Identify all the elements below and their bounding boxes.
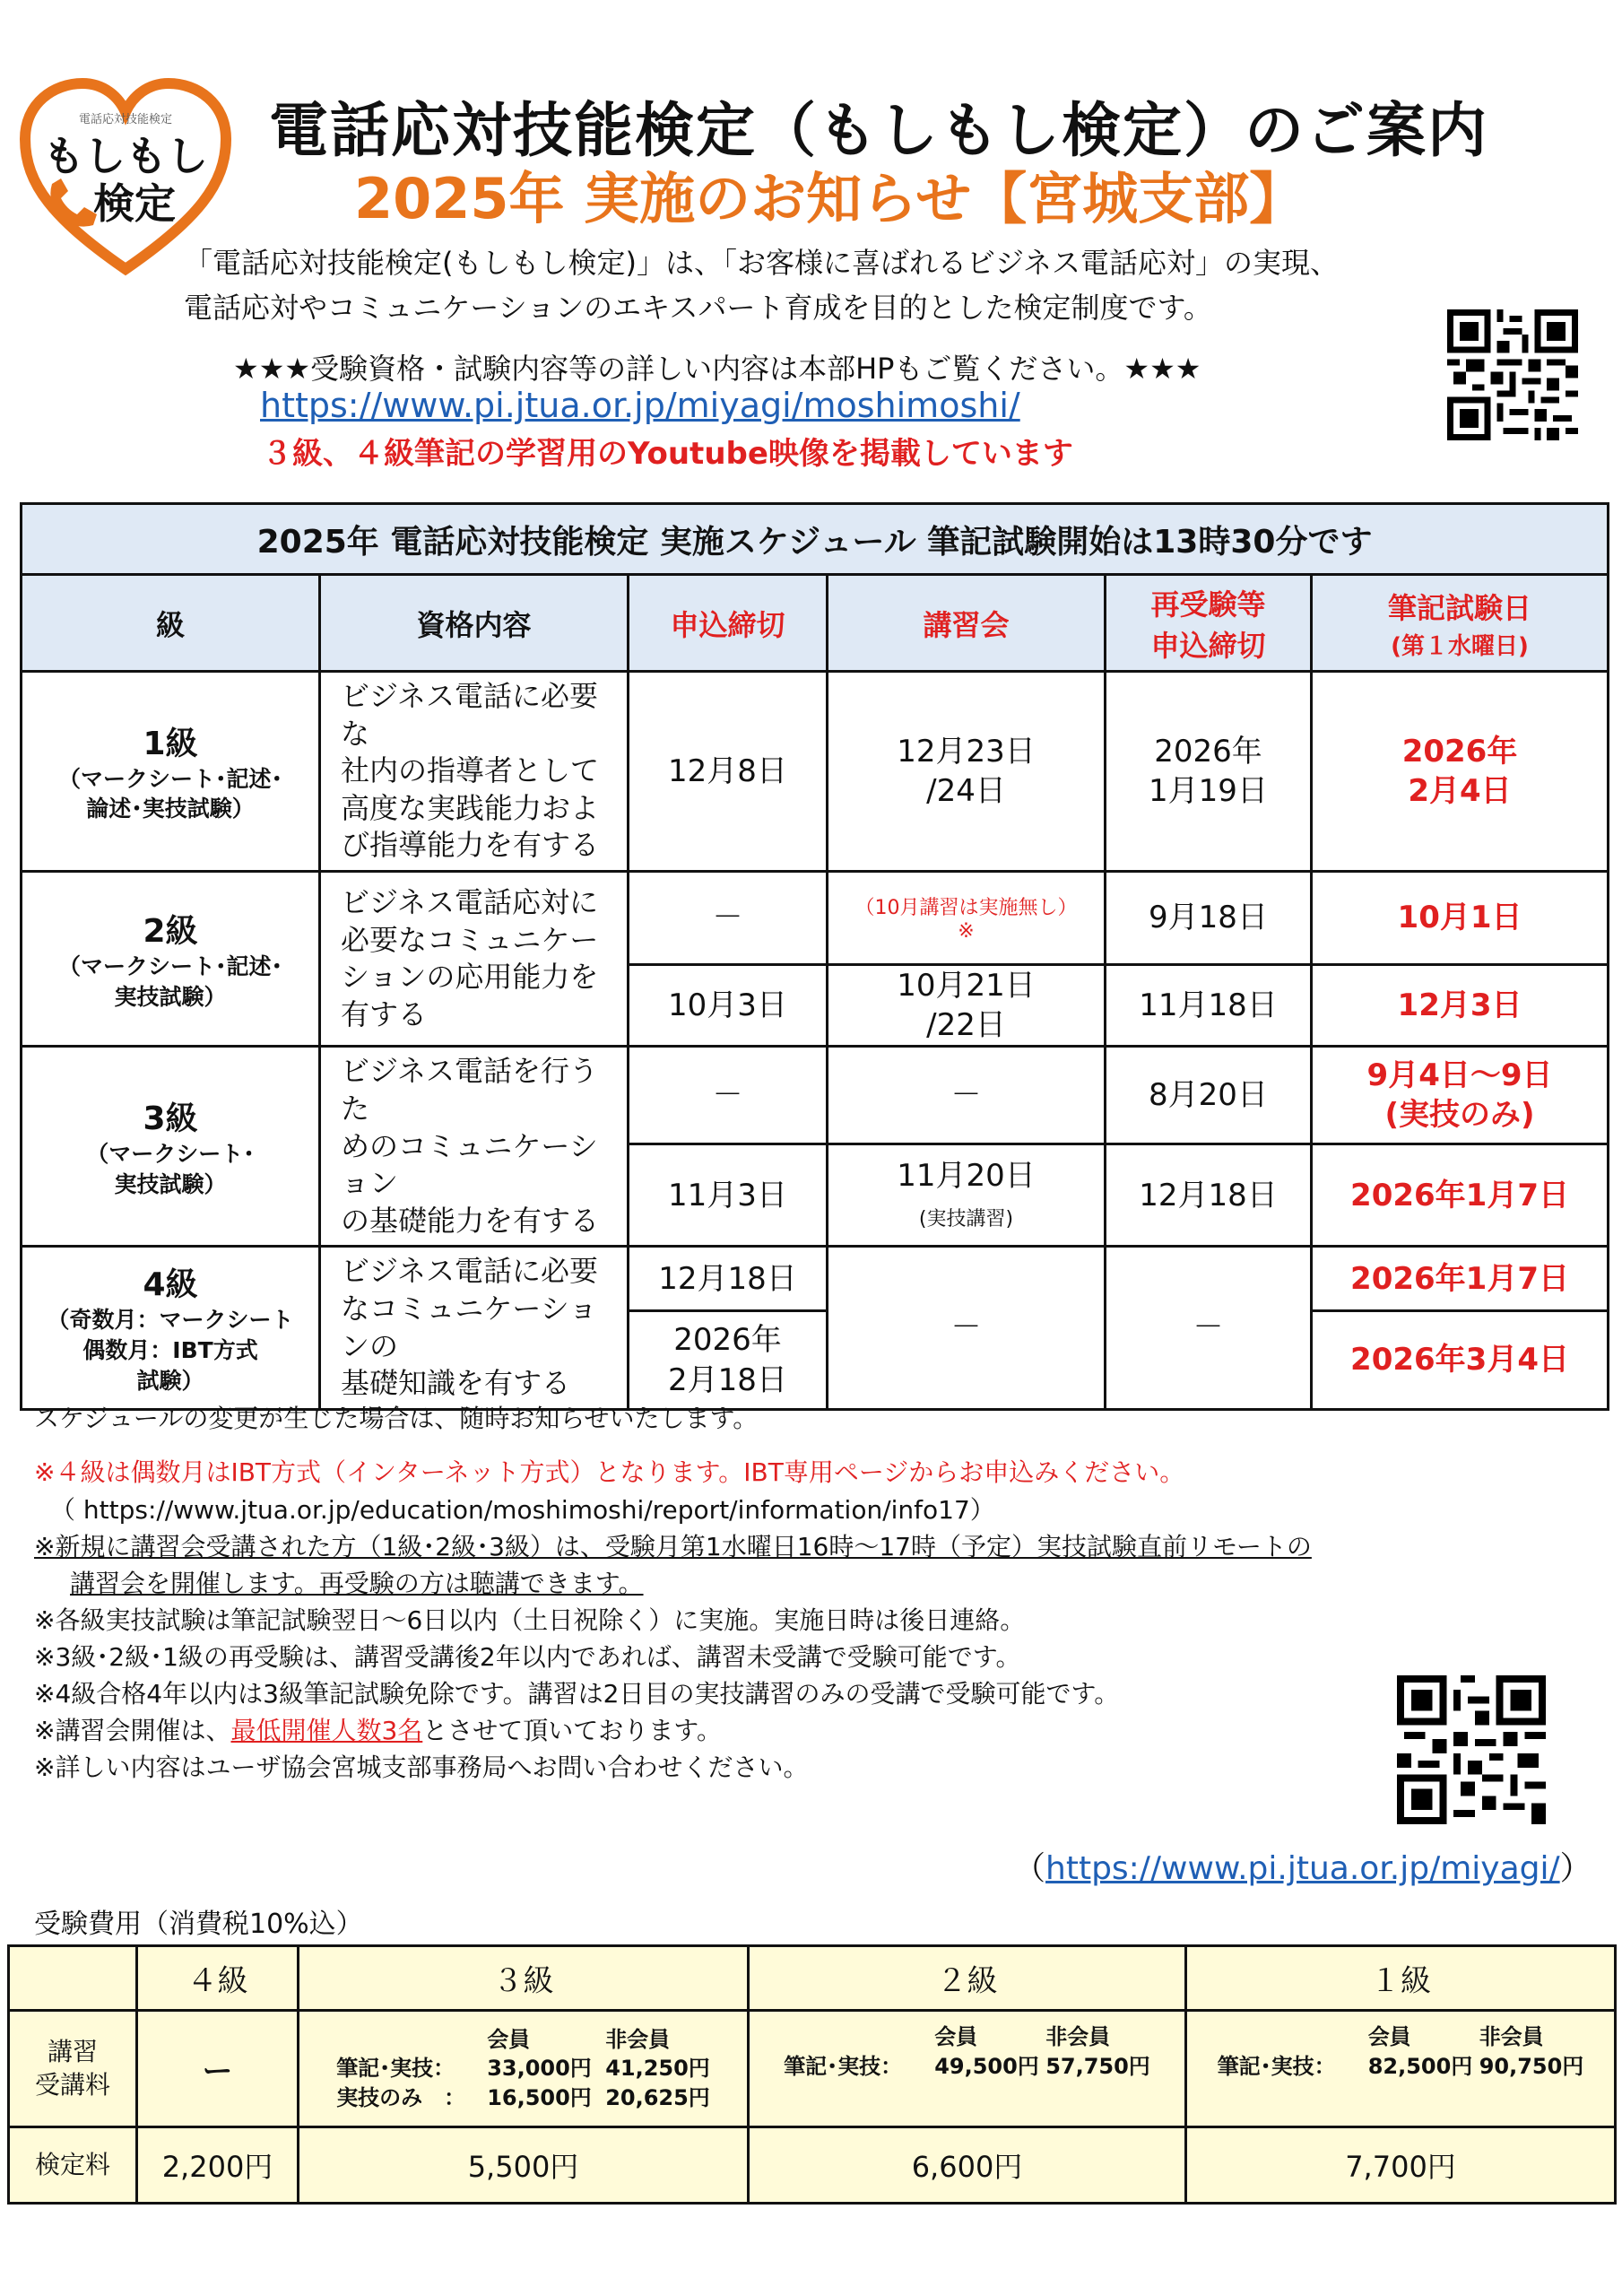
grade-2-cell: 2級 （マークシート･記述･ 実技試験） xyxy=(22,871,320,1046)
grade-4-cell: 4級 （奇数月：マークシート 偶数月：IBT方式 試験） xyxy=(22,1247,320,1409)
note-ibt: ※４級は偶数月はIBT方式（インターネット方式）となります。IBT専用ページからお申込みください。 xyxy=(34,1457,1185,1487)
col-retake: 再受験等 申込締切 xyxy=(1106,575,1312,672)
grade-1-exam: 2026年 2月4日 xyxy=(1312,672,1609,872)
stars-note: ★★★受験資格・試験内容等の詳しい内容は本部HPもご覧ください。★★★ xyxy=(233,352,1201,386)
grade-3-cell: 3級 （マークシート･ 実技試験） xyxy=(22,1047,320,1247)
grade-3-exam-1: 9月4日～9日 (実技のみ) xyxy=(1312,1047,1609,1144)
grade-2-qualification: ビジネス電話応対に 必要なコミュニケー ションの応用能力を 有する xyxy=(320,871,629,1046)
fees-g4-lecture: ー xyxy=(137,2011,299,2127)
grade-2-retake-1: 9月18日 xyxy=(1106,871,1312,964)
note-practical: ※各級実技試験は筆記試験翌日～6日以内（土日祝除く）に実施。実施日時は後日連絡。 xyxy=(34,1605,1026,1635)
qr-code-icon[interactable] xyxy=(1447,309,1578,440)
grade-3-retake-2: 12月18日 xyxy=(1106,1144,1312,1247)
fees-title: 受験費用（消費税10%込） xyxy=(34,1909,363,1940)
row-grade-1 xyxy=(22,672,1609,872)
fees-exam-row xyxy=(9,2127,1616,2204)
page-title: 電話応対技能検定（もしもし検定）のご案内 xyxy=(269,96,1488,165)
logo-line1: もしもし xyxy=(43,132,208,180)
grade-3-deadline-1: － xyxy=(629,1047,828,1144)
fees-header-g3: ３級 xyxy=(299,1946,749,2011)
schedule-table xyxy=(20,502,1609,1411)
page-subtitle: 2025年 実施のお知らせ【宮城支部】 xyxy=(354,166,1305,231)
grade-2-retake-2: 11月18日 xyxy=(1106,964,1312,1046)
grade-3-lecture-2: 11月20日 (実技講習) xyxy=(828,1144,1106,1247)
fees-g3-exam: 5,500円 xyxy=(299,2127,749,2204)
hp-link[interactable]: https://www.pi.jtua.or.jp/miyagi/moshimoshi/ xyxy=(260,386,1020,425)
fees-g4-exam: 2,200円 xyxy=(137,2127,299,2204)
note-change: スケジュールの変更が生じた場合は、随時お知らせいたします。 xyxy=(34,1404,759,1433)
youtube-note: ３級、４級筆記の学習用のYoutube映像を掲載しています xyxy=(262,436,1073,472)
grade-2-deadline-2: 10月3日 xyxy=(629,964,828,1046)
branch-link[interactable]: https://www.pi.jtua.or.jp/miyagi/ xyxy=(1045,1850,1560,1887)
note-min-participants: ※講習会開催は、最低開催人数3名とさせて頂いております。 xyxy=(34,1716,723,1745)
note-remote-1: ※新規に講習会受講された方（1級･2級･3級）は、受験月第1水曜日16時～17時（予定）実技試験直前リモートの xyxy=(34,1532,1312,1561)
grade-2-lecture-1: （10月講習は実施無し） ※ xyxy=(828,871,1106,964)
fees-lecture-row xyxy=(9,2011,1616,2127)
grade-2-lecture-2: 10月21日 /22日 xyxy=(828,964,1106,1046)
row-grade-4a xyxy=(22,1247,1609,1311)
grade-1-qualification: ビジネス電話に必要な 社内の指導者として 高度な実践能力およ び指導能力を有する xyxy=(320,672,629,872)
col-exam-date: 筆記試験日 (第１水曜日) xyxy=(1312,575,1609,672)
logo-small-text: 電話応対技能検定 xyxy=(78,113,173,126)
grade-2-exam-1: 10月1日 xyxy=(1312,871,1609,964)
branch-url: （https://www.pi.jtua.or.jp/miyagi/） xyxy=(1013,1850,1592,1887)
branch-qr-code-icon[interactable] xyxy=(1397,1675,1546,1824)
fees-header-g1: １級 xyxy=(1186,1946,1616,2011)
col-grade: 級 xyxy=(22,575,320,672)
fees-g2-exam: 6,600円 xyxy=(749,2127,1186,2204)
col-qualification: 資格内容 xyxy=(320,575,629,672)
grade-1-cell: 1級 （マークシート･記述･ 論述･実技試験） xyxy=(22,672,320,872)
row-grade-2a xyxy=(22,871,1609,964)
logo-line2: 検定 xyxy=(93,179,176,228)
intro-line-1: 「電話応対技能検定(もしもし検定)」は、「お客様に喜ばれるビジネス電話応対」の実現、 xyxy=(184,246,1340,280)
grade-4-qualification: ビジネス電話に必要 なコミュニケーションの 基礎知識を有する xyxy=(320,1247,629,1409)
fees-header-row xyxy=(9,1946,1616,2011)
grade-3-exam-2: 2026年1月7日 xyxy=(1312,1144,1609,1247)
fees-header-g2: ２級 xyxy=(749,1946,1186,2011)
fees-g2-lecture: 会員 非会員 筆記･実技： 49,500円 57,750円 xyxy=(749,2011,1186,2127)
note-ibt-url[interactable]: （ https://www.jtua.or.jp/education/moshimoshi/report/information/info17） xyxy=(50,1495,995,1525)
note-retake: ※3級･2級･1級の再受験は、講習受講後2年以内であれば、講習未受講で受験可能です。 xyxy=(34,1642,1021,1672)
schedule-caption: 2025年 電話応対技能検定 実施スケジュール 筆記試験開始は13時30分です xyxy=(22,504,1609,575)
grade-2-deadline-1: － xyxy=(629,871,828,964)
grade-3-retake-1: 8月20日 xyxy=(1106,1047,1312,1144)
col-lecture: 講習会 xyxy=(828,575,1106,672)
fees-exam-label: 検定料 xyxy=(9,2127,137,2204)
grade-4-lecture: － xyxy=(828,1247,1106,1409)
note-remote-2: 講習会を開催します。再受験の方は聴講できます。 xyxy=(70,1569,644,1598)
fees-table xyxy=(7,1944,1617,2205)
min-participants-highlight: 最低開催人数3名 xyxy=(230,1716,423,1745)
note-contact: ※詳しい内容はユーザ協会宮城支部事務局へお問い合わせください。 xyxy=(34,1752,809,1782)
grade-1-retake: 2026年 1月19日 xyxy=(1106,672,1312,872)
col-deadline: 申込締切 xyxy=(629,575,828,672)
grade-4-exam-1: 2026年1月7日 xyxy=(1312,1247,1609,1311)
row-grade-3a xyxy=(22,1047,1609,1144)
fees-header-g4: ４級 xyxy=(137,1946,299,2011)
fees-g3-lecture: 会員 非会員 筆記･実技： 33,000円 41,250円 実技のみ ： 16,500円 20,625円 xyxy=(299,2011,749,2127)
fees-header-blank xyxy=(9,1946,137,2011)
grade-1-lecture: 12月23日 /24日 xyxy=(828,672,1106,872)
grade-4-retake: － xyxy=(1106,1247,1312,1409)
grade-3-qualification: ビジネス電話を行うた めのコミュニケーション の基礎能力を有する xyxy=(320,1047,629,1247)
grade-3-deadline-2: 11月3日 xyxy=(629,1144,828,1247)
fees-lecture-label: 講習 受講料 xyxy=(9,2011,137,2127)
note-grade4: ※4級合格4年以内は3級筆記試験免除です。講習は2日目の実技講習のみの受講で受験可能です。 xyxy=(34,1679,1120,1709)
grade-4-exam-2: 2026年3月4日 xyxy=(1312,1311,1609,1409)
grade-4-deadline-1: 12月18日 xyxy=(629,1247,828,1311)
grade-4-deadline-2: 2026年 2月18日 xyxy=(629,1311,828,1409)
grade-3-lecture-1: － xyxy=(828,1047,1106,1144)
intro-line-2: 電話応対やコミュニケーションのエキスパート育成を目的とした検定制度です。 xyxy=(184,291,1212,325)
grade-1-deadline: 12月8日 xyxy=(629,672,828,872)
grade-2-exam-2: 12月3日 xyxy=(1312,964,1609,1046)
fees-g1-exam: 7,700円 xyxy=(1186,2127,1616,2204)
fees-g1-lecture: 会員 非会員 筆記･実技： 82,500円 90,750円 xyxy=(1186,2011,1616,2127)
